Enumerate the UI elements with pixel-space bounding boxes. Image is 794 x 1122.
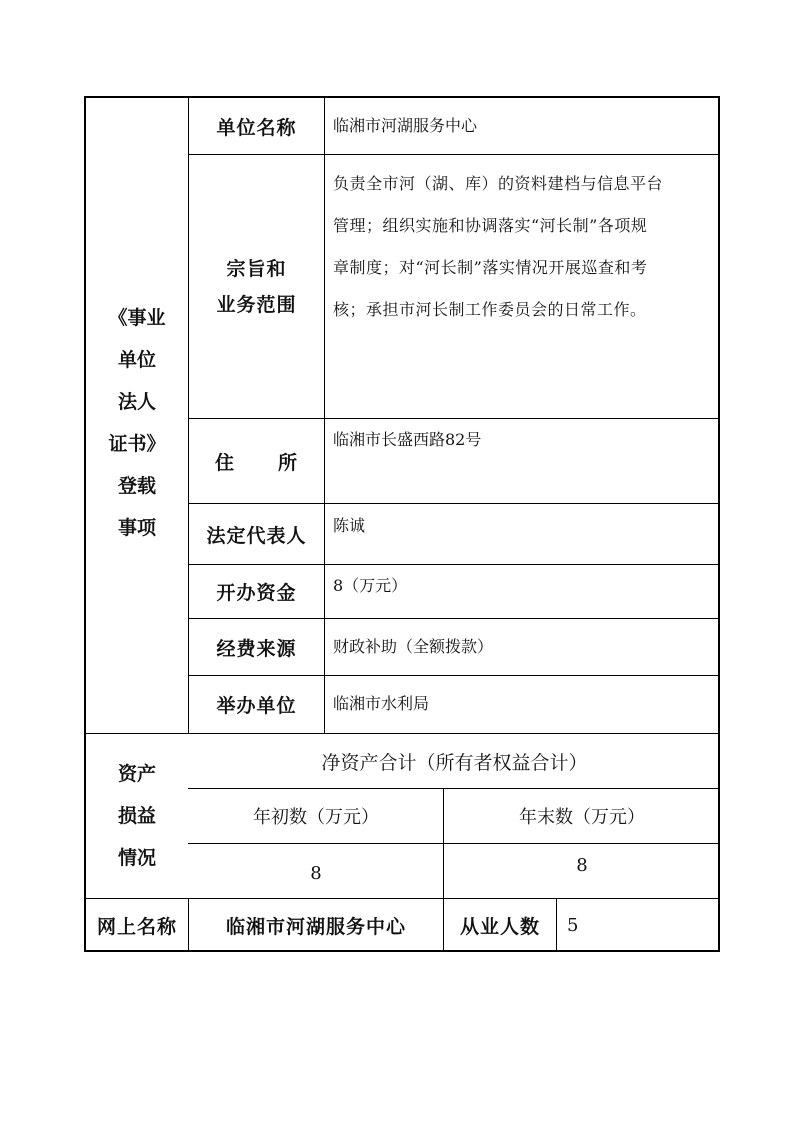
address-label-b: 所 xyxy=(277,451,298,474)
side-label-line: 法人 xyxy=(117,390,156,413)
address-label xyxy=(189,419,324,503)
side-label-line: 登载 xyxy=(117,474,156,497)
legal-rep-value: 陈诚 xyxy=(333,516,366,535)
assets-label-line: 损益 xyxy=(117,805,156,827)
registration-table xyxy=(84,96,720,952)
capital-value: 8（万元） xyxy=(333,576,408,595)
online-name-label: 网上名称 xyxy=(96,916,177,938)
side-label-line: 证书》 xyxy=(108,432,166,455)
end-of-year-label: 年末数（万元） xyxy=(519,807,645,828)
begin-of-year-value: 8 xyxy=(310,862,322,884)
unit-name-label: 单位名称 xyxy=(216,116,297,139)
staff-count-value: 5 xyxy=(567,915,579,936)
purpose-label xyxy=(189,155,324,418)
address-label-a: 住 xyxy=(215,451,236,474)
capital-label: 开办资金 xyxy=(216,582,297,604)
funding-value: 财政补助（全额拨款） xyxy=(333,637,494,656)
begin-of-year-label: 年初数（万元） xyxy=(253,807,379,828)
staff-count-label: 从业人数 xyxy=(459,916,540,938)
assets-label-line: 情况 xyxy=(117,847,156,869)
purpose-value xyxy=(325,163,720,413)
purpose-line: 管理；组织实施和协调落实“河长制”各项规 xyxy=(333,216,648,235)
side-label-line: 《事业 xyxy=(108,306,166,329)
purpose-line: 核；承担市河长制工作委员会的日常工作。 xyxy=(333,300,647,319)
side-label-line: 事项 xyxy=(117,516,156,539)
sponsor-value: 临湘市水利局 xyxy=(333,694,430,713)
end-of-year-value: 8 xyxy=(576,854,588,876)
address-value: 临湘市长盛西路82号 xyxy=(333,430,482,449)
unit-name-value: 临湘市河湖服务中心 xyxy=(333,116,478,135)
funding-label: 经费来源 xyxy=(216,637,297,660)
legal-rep-label: 法定代表人 xyxy=(206,524,307,547)
net-assets-header: 净资产合计（所有者权益合计） xyxy=(321,751,588,774)
purpose-label-line: 业务范围 xyxy=(216,293,297,316)
assets-side-label xyxy=(86,734,188,898)
registration-side-label xyxy=(86,98,188,733)
purpose-line: 章制度；对“河长制”落实情况开展巡查和考 xyxy=(333,258,648,277)
purpose-line: 负责全市河（湖、库）的资料建档与信息平台 xyxy=(333,174,664,193)
assets-label-line: 资产 xyxy=(117,763,156,785)
side-label-line: 单位 xyxy=(117,348,156,371)
sponsor-label: 举办单位 xyxy=(216,695,297,717)
purpose-label-line: 宗旨和 xyxy=(226,257,287,280)
online-name-value: 临湘市河湖服务中心 xyxy=(225,916,406,938)
